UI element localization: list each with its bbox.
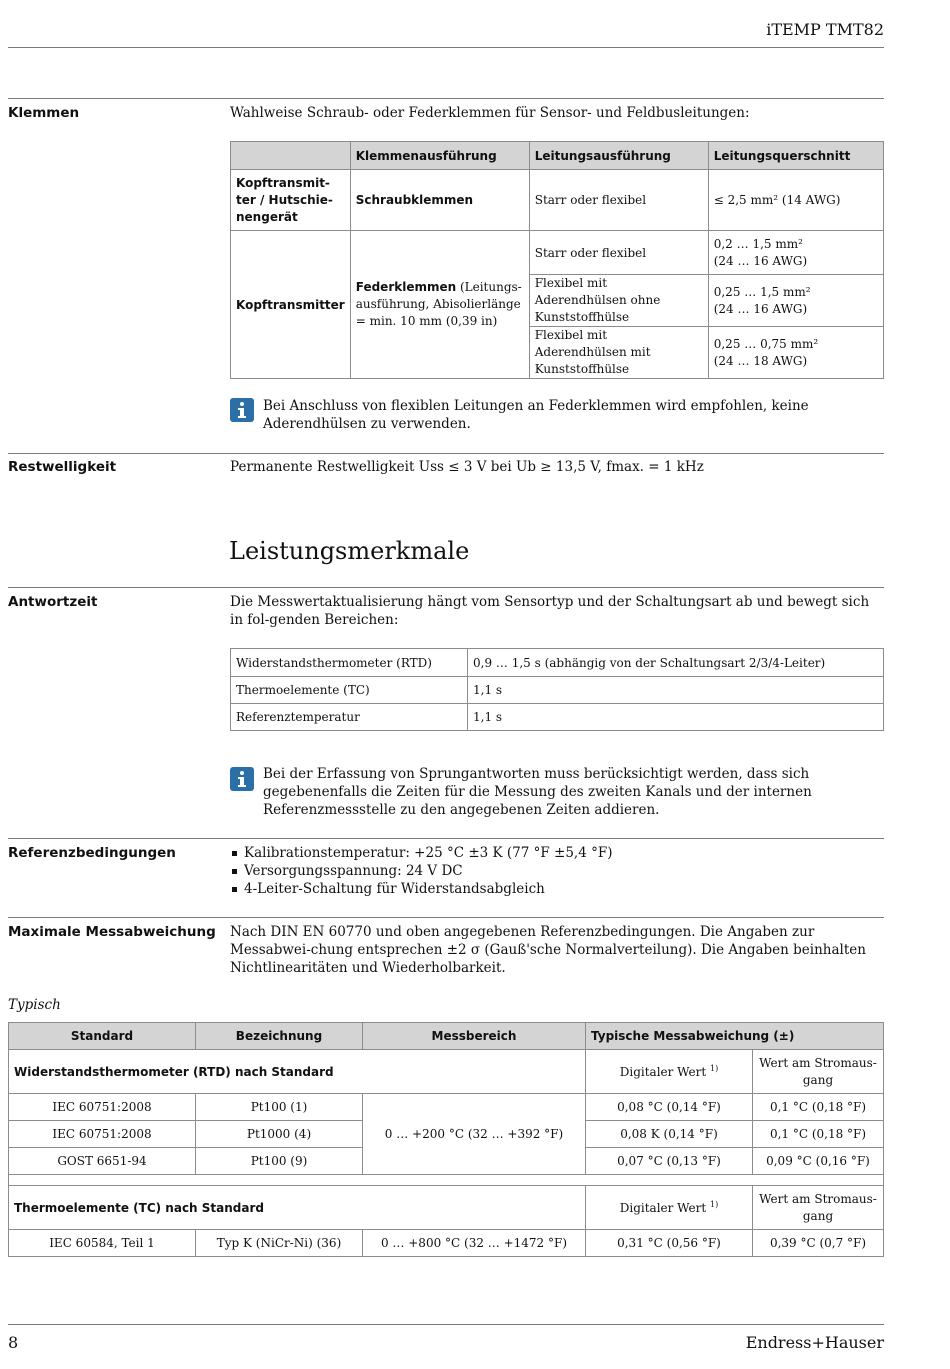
table-cell: 0,07 °C (0,13 °F) bbox=[586, 1148, 753, 1175]
section-divider bbox=[8, 587, 884, 588]
section-label-klemmen: Klemmen bbox=[8, 105, 80, 121]
table-cell: Flexibel mit Aderendhülsen ohne Kunststoffhülse bbox=[529, 275, 708, 327]
table-cell bbox=[708, 231, 883, 275]
table-cell: 0,9 … 1,5 s (abhängig von der Schaltungsart 2/3/4-Leiter) bbox=[468, 649, 884, 677]
table-header-cell: Typische Messabweichung (±) bbox=[586, 1023, 884, 1050]
page-number: 8 bbox=[8, 1333, 19, 1352]
section-awg: (24 … 16 AWG) bbox=[713, 253, 808, 268]
table-cell: Widerstandsthermometer (RTD) bbox=[231, 649, 468, 677]
footnote-mark: 1) bbox=[710, 1064, 719, 1073]
section-label-antwortzeit: Antwortzeit bbox=[8, 594, 98, 610]
section-divider bbox=[8, 917, 884, 918]
table-cell: GOST 6651-94 bbox=[9, 1148, 196, 1175]
section-value: 0,25 … 0,75 mm² bbox=[713, 336, 819, 351]
footer-rule bbox=[8, 1324, 884, 1325]
table-header-cell: Leitungsquerschnitt bbox=[708, 142, 883, 170]
section-value: 0,25 … 1,5 mm² bbox=[713, 284, 811, 299]
table-cell bbox=[708, 327, 883, 379]
table-cell bbox=[586, 1050, 753, 1094]
table-cell bbox=[586, 1186, 753, 1230]
section-awg: (24 … 16 AWG) bbox=[713, 301, 808, 316]
table-header-cell: Bezeichnung bbox=[196, 1023, 363, 1050]
section-divider bbox=[8, 453, 884, 454]
table-cell: IEC 60584, Teil 1 bbox=[9, 1230, 196, 1257]
klemmen-table bbox=[230, 141, 884, 379]
table-cell: 1,1 s bbox=[468, 704, 884, 731]
table-cell: ≤ 2,5 mm² (14 AWG) bbox=[708, 170, 883, 231]
table-cell: 0,09 °C (0,16 °F) bbox=[753, 1148, 884, 1175]
table-cell: 0,08 °C (0,14 °F) bbox=[586, 1094, 753, 1121]
messabweichung-text: Nach DIN EN 60770 und oben angegebenen Referenzbedingungen. Die Angaben zur Messabwei-chung entsprechen ±2 σ (Gauß'sche Normalverteilung). Die Angaben beinhalten Nichtlinearitäten und Wiederholbarkeit. bbox=[230, 924, 866, 976]
table-cell: Schraubklemmen bbox=[350, 170, 529, 231]
info-icon bbox=[230, 398, 254, 422]
table-cell: 0,08 K (0,14 °F) bbox=[586, 1121, 753, 1148]
table-cell: 0,31 °C (0,56 °F) bbox=[586, 1230, 753, 1257]
digital-label: Digitaler Wert bbox=[619, 1201, 707, 1215]
referenz-list bbox=[230, 844, 884, 898]
section-label-referenzbedingungen: Referenzbedingungen bbox=[8, 845, 176, 861]
table-cell: Pt100 (1) bbox=[196, 1094, 363, 1121]
table-spacer-row bbox=[9, 1175, 884, 1186]
terminal-type-bold: Federklemmen bbox=[355, 280, 457, 294]
restwelligkeit-text: Permanente Restwelligkeit Uss ≤ 3 V bei Ub ≥ 13,5 V, fmax. = 1 kHz bbox=[230, 459, 704, 475]
table-header-cell: Klemmenausführung bbox=[350, 142, 529, 170]
accuracy-table bbox=[8, 1022, 884, 1257]
table-cell: Kopftransmit-ter / Hutschie-nengerät bbox=[231, 170, 351, 231]
table-cell: 0,39 °C (0,7 °F) bbox=[753, 1230, 884, 1257]
section-value: 0,2 … 1,5 mm² bbox=[713, 236, 803, 251]
table-caption: Typisch bbox=[8, 997, 61, 1013]
antwortzeit-note: Bei der Erfassung von Sprungantworten muss berücksichtigt werden, dass sich gegebenenfalls die Zeiten für die Messung des zweiten Kanals und der internen Referenzmessstelle zu den angegebenen Zeiten addieren. bbox=[263, 766, 812, 818]
table-cell: IEC 60751:2008 bbox=[9, 1121, 196, 1148]
table-cell: Referenztemperatur bbox=[231, 704, 468, 731]
terminal-type-detail: (Leitungs-ausführung, Abisolierlänge = min. 10 mm (0,39 in) bbox=[355, 280, 522, 328]
table-cell: Wert am Stromaus-gang bbox=[753, 1050, 884, 1094]
table-cell: Thermoelemente (TC) nach Standard bbox=[9, 1186, 586, 1230]
table-cell: Wert am Stromaus-gang bbox=[753, 1186, 884, 1230]
table-cell: 1,1 s bbox=[468, 677, 884, 704]
table-cell bbox=[350, 231, 529, 379]
table-header-cell: Standard bbox=[9, 1023, 196, 1050]
table-cell: Widerstandsthermometer (RTD) nach Standard bbox=[9, 1050, 586, 1094]
table-cell: Flexibel mit Aderendhülsen mit Kunststoffhülse bbox=[529, 327, 708, 379]
section-label-messabweichung: Maximale Messabweichung bbox=[8, 924, 216, 940]
table-cell: Starr oder flexibel bbox=[529, 231, 708, 275]
klemmen-intro: Wahlweise Schraub- oder Federklemmen für Sensor- und Feldbusleitungen: bbox=[230, 105, 750, 121]
section-label-restwelligkeit: Restwelligkeit bbox=[8, 459, 117, 475]
table-cell: 0,1 °C (0,18 °F) bbox=[753, 1094, 884, 1121]
antwortzeit-table bbox=[230, 648, 884, 731]
document-header: iTEMP TMT82 bbox=[766, 20, 884, 39]
table-cell: Pt100 (9) bbox=[196, 1148, 363, 1175]
table-cell bbox=[708, 275, 883, 327]
table-cell: Typ K (NiCr-Ni) (36) bbox=[196, 1230, 363, 1257]
table-header-cell: Leitungsausführung bbox=[529, 142, 708, 170]
table-header-cell: Messbereich bbox=[363, 1023, 586, 1050]
footnote-mark: 1) bbox=[710, 1200, 719, 1209]
footer-brand: Endress+Hauser bbox=[745, 1333, 884, 1352]
klemmen-note: Bei Anschluss von flexiblen Leitungen an Federklemmen wird empfohlen, keine Aderendhülsen zu verwenden. bbox=[263, 398, 809, 432]
header-rule bbox=[8, 47, 884, 48]
table-cell: 0,1 °C (0,18 °F) bbox=[753, 1121, 884, 1148]
section-title: Leistungsmerkmale bbox=[229, 537, 470, 565]
digital-label: Digitaler Wert bbox=[619, 1065, 707, 1079]
section-divider bbox=[8, 838, 884, 839]
antwortzeit-text: Die Messwertaktualisierung hängt vom Sensortyp und der Schaltungsart ab und bewegt sich in fol-genden Bereichen: bbox=[230, 594, 870, 628]
list-item: 4-Leiter-Schaltung für Widerstandsabgleich bbox=[230, 880, 884, 898]
info-icon bbox=[230, 767, 254, 791]
list-item: Kalibrationstemperatur: +25 °C ±3 K (77 °F ±5,4 °F) bbox=[230, 844, 884, 862]
table-cell: 0 … +800 °C (32 … +1472 °F) bbox=[363, 1230, 586, 1257]
table-cell: Pt1000 (4) bbox=[196, 1121, 363, 1148]
section-awg: (24 … 18 AWG) bbox=[713, 353, 808, 368]
table-cell: 0 … +200 °C (32 … +392 °F) bbox=[363, 1094, 586, 1175]
section-divider bbox=[8, 98, 884, 99]
table-header-cell bbox=[231, 142, 351, 170]
table-cell: Starr oder flexibel bbox=[529, 170, 708, 231]
table-cell: IEC 60751:2008 bbox=[9, 1094, 196, 1121]
list-item: Versorgungsspannung: 24 V DC bbox=[230, 862, 884, 880]
table-cell: Thermoelemente (TC) bbox=[231, 677, 468, 704]
table-cell: Kopftransmitter bbox=[231, 231, 351, 379]
